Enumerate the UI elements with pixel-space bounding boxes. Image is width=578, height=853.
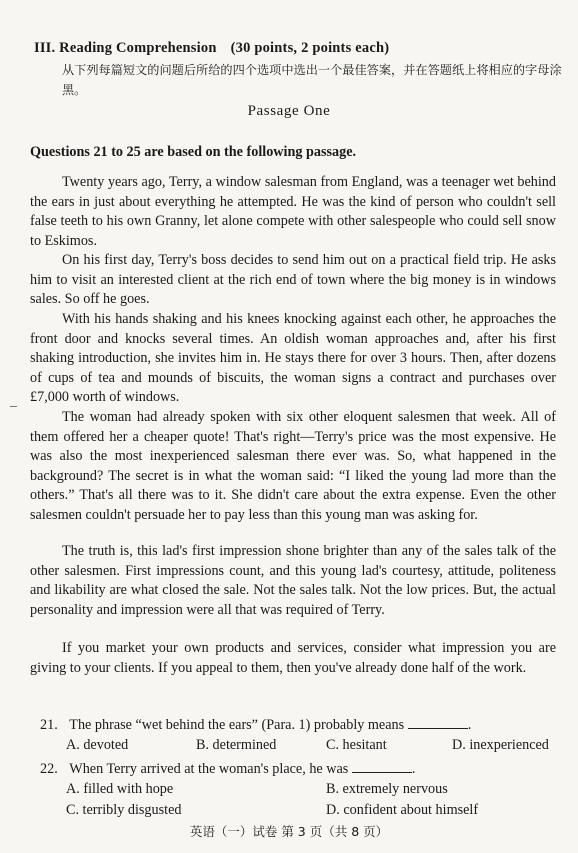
questions-intro: Questions 21 to 25 are based on the following passage. bbox=[30, 144, 357, 160]
section-heading bbox=[34, 40, 389, 57]
question-end: . bbox=[467, 717, 472, 733]
option-c: C. hesitant bbox=[326, 737, 387, 753]
option-c: C. terribly disgusted bbox=[66, 802, 182, 818]
question-21 bbox=[40, 715, 471, 734]
passage-paragraph-3: With his hands shaking and his knees knocking against each other, he approaches the front door and knocks several times. An oldish woman approaches and, after his first shaking introduction, she invites him in. He stays there for over 3 hours. Then, after dozens of cups of tea and mounds of biscuits, the woman signs a contract and purchases over £7,000 worth of windows. bbox=[30, 311, 556, 406]
passage-paragraph-4: The woman had already spoken with six other eloquent salesmen that week. All of them offered her a cheaper quote! That's right—Terry's price was the most expensive. He was also the most inexperienced salesman there ever was. So, what happened in the background? The secret is in what the woman said: “I liked the young lad more than the others.” That's all there was to it. She didn't care about the extra expense. Even the other salesmen couldn't persuade her to pay less than this young man was asking for. bbox=[30, 409, 556, 523]
question-stem: The phrase “wet behind the ears” (Para. 1) probably means bbox=[69, 717, 405, 733]
section-title: III. Reading Comprehension bbox=[34, 40, 217, 56]
question-number: 22. bbox=[40, 761, 58, 777]
answer-blank bbox=[352, 759, 412, 773]
question-stem: When Terry arrived at the woman's place, he was bbox=[69, 761, 349, 777]
passage-paragraph-6: If you market your own products and services, consider what impression you are giving to your clients. If you appeal to them, then you've already done half of the work. bbox=[30, 640, 556, 676]
section-instructions: 从下列每篇短文的问题后所给的四个选项中选出一个最佳答案，并在答题纸上将相应的字母涂黑。 bbox=[62, 63, 562, 97]
option-d: D. inexperienced bbox=[452, 737, 549, 753]
passage-paragraph-1: Twenty years ago, Terry, a window salesman from England, was a teenager wet behind the ears in just about everything he attempted. He was the kind of person who couldn't sell false teeth to his own Granny, let alone compete with other salespeople who could sell snow to Eskimos. bbox=[30, 174, 556, 249]
option-b: B. extremely nervous bbox=[326, 781, 448, 797]
question-22 bbox=[40, 759, 415, 778]
option-b: B. determined bbox=[196, 737, 277, 753]
question-end: . bbox=[411, 761, 416, 777]
question-number: 21. bbox=[40, 717, 58, 733]
passage-title: Passage One bbox=[247, 103, 331, 119]
passage-paragraph-2: On his first day, Terry's boss decides to send him out on a practical field trip. He asks him to visit an interested client at the rich end of town where the big money is in windows sales. So off he goes. bbox=[30, 252, 556, 308]
section-points: (30 points, 2 points each) bbox=[230, 40, 390, 56]
answer-blank bbox=[408, 715, 468, 729]
option-a: A. devoted bbox=[66, 737, 129, 753]
page-footer: 英语（一）试卷 第 3 页（共 8 页） bbox=[189, 824, 389, 839]
option-d: D. confident about himself bbox=[326, 802, 479, 818]
passage-paragraph-5: The truth is, this lad's first impression shone brighter than any of the sales talk of the other salesmen. First impressions count, and this young lad's courtesy, attitude, politeness and likability are what closed the sale. Not the sales talk. Not the low prices. But, the actual personality and impression were all that was required of Terry. bbox=[30, 543, 556, 618]
margin-mark bbox=[10, 406, 17, 407]
option-a: A. filled with hope bbox=[66, 781, 174, 797]
